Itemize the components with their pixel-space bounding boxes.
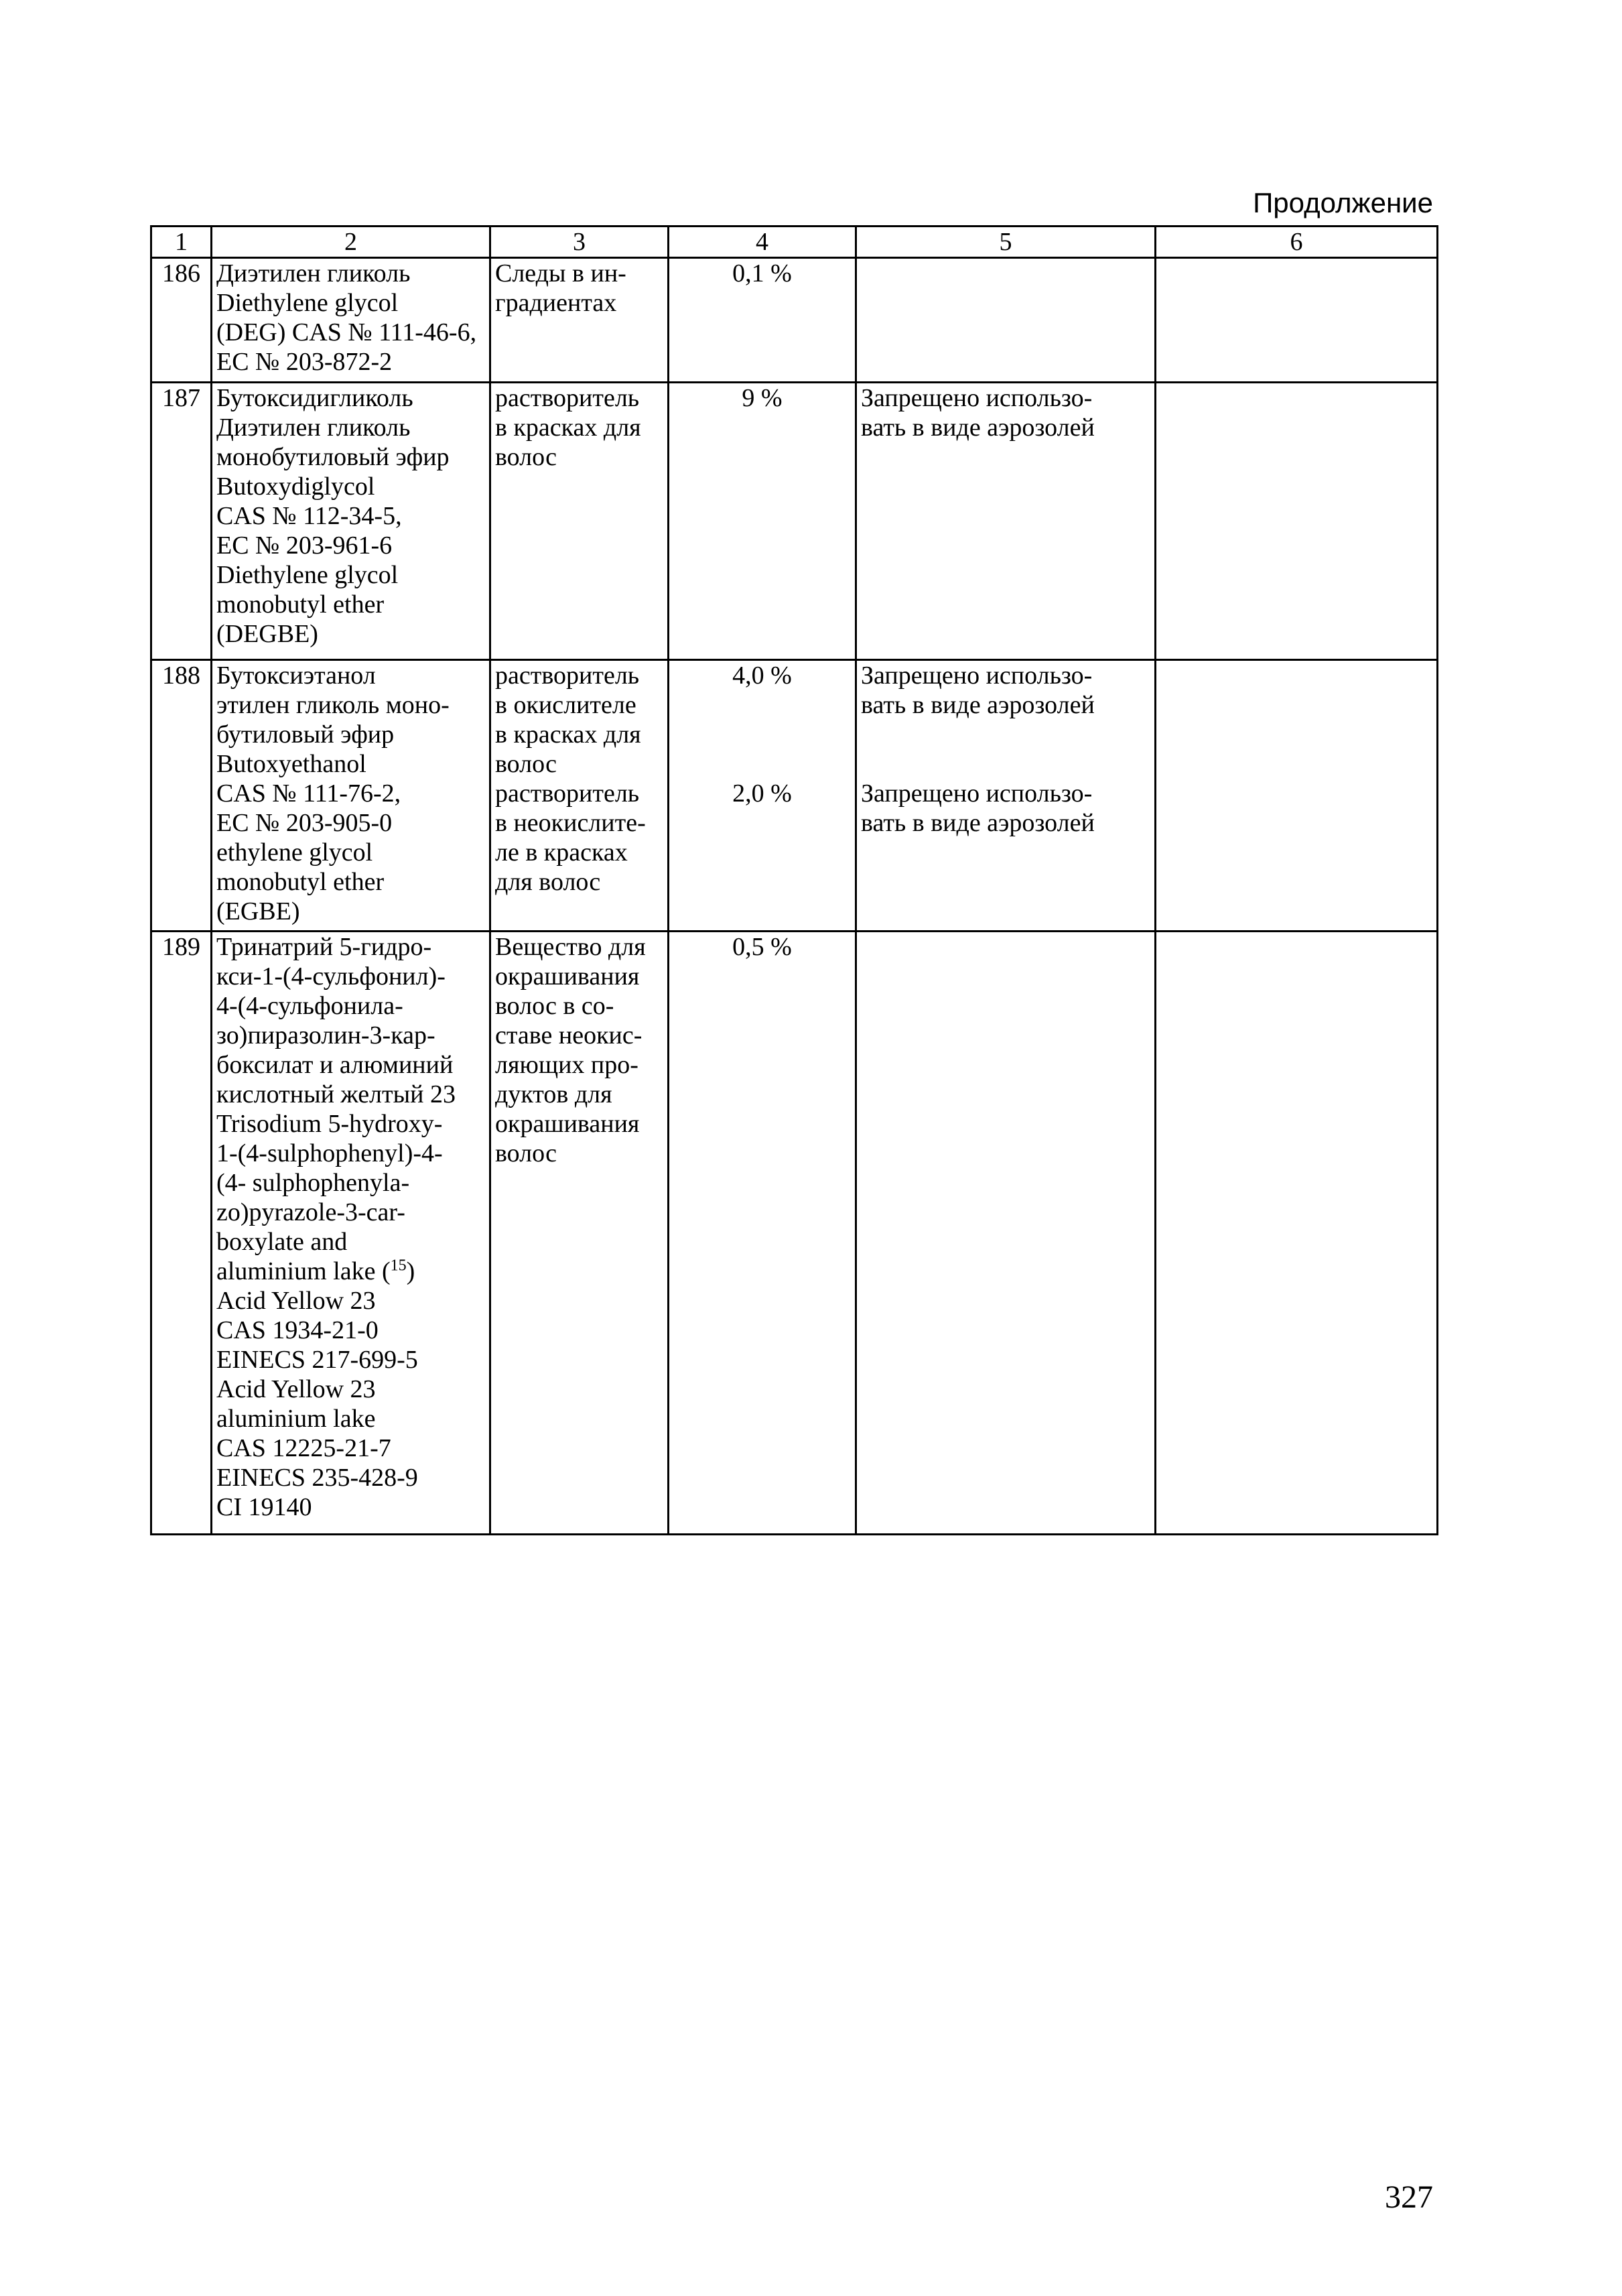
column-header-5: 5 — [856, 227, 1156, 258]
table-row — [151, 660, 1438, 932]
substance-text: Тринатрий 5-гидро- кси-1-(4-сульфонил)- 4-(4-сульфонила- зо)пиразолин-3-кар- боксилат и алюминий кислотный желтый 23 Trisodium 5-hydroxy- 1-(4-sulphophenyl)-4- (4- sulphophenyla- zo)pyrazole-3-car- boxylate and aluminium lake ( — [216, 933, 456, 1285]
substance-cell: Бутоксиэтанол этилен гликоль моно- бутиловый эфир Butoxyethanol CAS № 111-76-2, EC № 203-905-0 ethylene glycol monobutyl ether (EGBE) — [212, 660, 490, 932]
column-header-4: 4 — [669, 227, 856, 258]
column-header-6: 6 — [1156, 227, 1438, 258]
column-6-cell — [1156, 660, 1438, 932]
concentration-oxidizer: 4,0 % — [732, 661, 792, 690]
usage-cell: растворитель в красках для волос — [490, 383, 669, 660]
table-row — [151, 383, 1438, 660]
restriction-oxidizer: Запрещено использо- вать в виде аэрозолей — [861, 661, 1095, 719]
usage-cell — [490, 660, 669, 932]
row-number: 189 — [151, 932, 212, 1535]
substance-cell: Диэтилен гликоль Diethylene glycol (DEG) CAS № 111-46-6, EC № 203-872-2 — [212, 258, 490, 383]
table-row — [151, 932, 1438, 1535]
column-6-cell — [1156, 258, 1438, 383]
usage-cell: Вещество для окрашивания волос в со- ставе неокис- ляющих про- дуктов для окрашивания волос — [490, 932, 669, 1535]
footnote-reference: 15 — [390, 1257, 407, 1275]
concentration-non-oxidizer: 2,0 % — [732, 779, 792, 808]
column-header-1: 1 — [151, 227, 212, 258]
restriction-cell — [856, 932, 1156, 1535]
restriction-cell — [856, 660, 1156, 932]
restriction-non-oxidizer: Запрещено использо- вать в виде аэрозолей — [861, 779, 1095, 837]
column-header-2: 2 — [212, 227, 490, 258]
concentration-cell: 0,1 % — [669, 258, 856, 383]
row-number: 186 — [151, 258, 212, 383]
continuation-label: Продолжение — [1253, 187, 1433, 218]
column-header-3: 3 — [490, 227, 669, 258]
substance-cell: Бутоксидигликоль Диэтилен гликоль монобутиловый эфир Butoxydiglycol CAS № 112-34-5, EC № 203-961-6 Diethylene glycol monobutyl ether (DEGBE) — [212, 383, 490, 660]
row-number: 187 — [151, 383, 212, 660]
restriction-cell: Запрещено использо- вать в виде аэрозолей — [856, 383, 1156, 660]
usage-oxidizer: растворитель в окислителе в красках для волос — [495, 661, 641, 778]
substance-text-continued: ) Acid Yellow 23 CAS 1934-21-0 EINECS 217-699-5 Acid Yellow 23 aluminium lake CAS 12225-21-7 EINECS 235-428-9 CI 19140 — [216, 1257, 418, 1521]
page-number: 327 — [1385, 2179, 1433, 2215]
usage-non-oxidizer: растворитель в неокислите- ле в красках для волос — [495, 779, 646, 896]
ingredients-table — [150, 225, 1438, 1535]
usage-cell: Следы в ин- градиентах — [490, 258, 669, 383]
concentration-cell: 9 % — [669, 383, 856, 660]
header-row — [151, 227, 1438, 258]
concentration-cell: 0,5 % — [669, 932, 856, 1535]
column-6-cell — [1156, 383, 1438, 660]
concentration-cell — [669, 660, 856, 932]
table-row — [151, 258, 1438, 383]
row-number: 188 — [151, 660, 212, 932]
column-6-cell — [1156, 932, 1438, 1535]
substance-cell — [212, 932, 490, 1535]
restriction-cell — [856, 258, 1156, 383]
